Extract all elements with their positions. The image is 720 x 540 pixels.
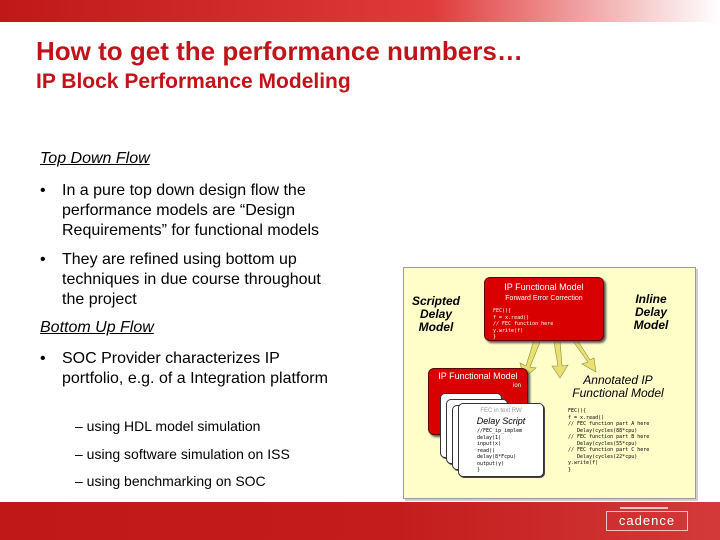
top-box-title: IP Functional Model bbox=[504, 282, 584, 292]
card-subtitle: Delay Script bbox=[476, 416, 526, 426]
slide-subtitle: IP Block Performance Modeling bbox=[36, 70, 351, 93]
bullet-dot: • bbox=[40, 182, 46, 199]
logo-accent bbox=[620, 507, 668, 509]
bottom-box-title: IP Functional Model bbox=[438, 371, 518, 381]
annotated-model-label: Annotated IP Functional Model bbox=[572, 373, 664, 400]
top-accent-bar bbox=[0, 0, 720, 22]
scripted-delay-label: Scripted Delay Model bbox=[411, 294, 460, 334]
bullet-text: They are refined using bottom up techniques in due course throughout the project bbox=[62, 251, 321, 308]
diagram-panel bbox=[403, 267, 696, 499]
script-card-front bbox=[458, 403, 544, 477]
card-code: //FEC_ip_implem delay(1) input(x) read() delay(8*Fcpu) output(y) } bbox=[477, 428, 523, 473]
top-down-heading: Top Down Flow bbox=[40, 150, 150, 167]
bullet-text: SOC Provider characterizes IP portfolio, e.g. of a Integration platform bbox=[62, 350, 328, 387]
bullet-bottom-up-1 bbox=[40, 349, 342, 389]
card-title: FEC in text RW bbox=[480, 408, 522, 414]
slide-title: How to get the performance numbers… bbox=[36, 36, 523, 66]
cadence-logo: cadence bbox=[606, 511, 688, 531]
top-box-code: FEC(){ f = x.read() // FEC function here y.write(f) } bbox=[493, 308, 554, 340]
top-box-subtitle: Forward Error Correction bbox=[505, 295, 583, 302]
arrow-middle bbox=[552, 340, 568, 378]
bullet-top-down-2 bbox=[40, 250, 337, 310]
bullet-dot: • bbox=[40, 251, 46, 268]
bullet-text: In a pure top down design flow the performance models are “Design Requirements” for functional models bbox=[62, 182, 320, 239]
annotated-code: FEC(){ f = x.read() // FEC function part A here Delay(cycles(88*cpu) // FEC function part B here Delay(cycles(55*cpu) // FEC function part C here Delay(cycles(22*cpu) y.write(f) } bbox=[568, 408, 650, 473]
inline-delay-label: Inline Delay Model bbox=[633, 292, 669, 332]
subitem-iss: – using software simulation on ISS bbox=[75, 446, 290, 462]
ip-functional-model-top bbox=[484, 277, 604, 341]
bottom-up-heading: Bottom Up Flow bbox=[40, 319, 154, 336]
arrow-right bbox=[572, 338, 596, 372]
subitem-benchmark: – using benchmarking on SOC bbox=[75, 473, 266, 489]
bullet-dot: • bbox=[40, 350, 46, 367]
bullet-top-down-1 bbox=[40, 181, 362, 241]
bottom-box-fragment: ion bbox=[512, 383, 521, 389]
subitem-hdl: – using HDL model simulation bbox=[75, 418, 261, 434]
